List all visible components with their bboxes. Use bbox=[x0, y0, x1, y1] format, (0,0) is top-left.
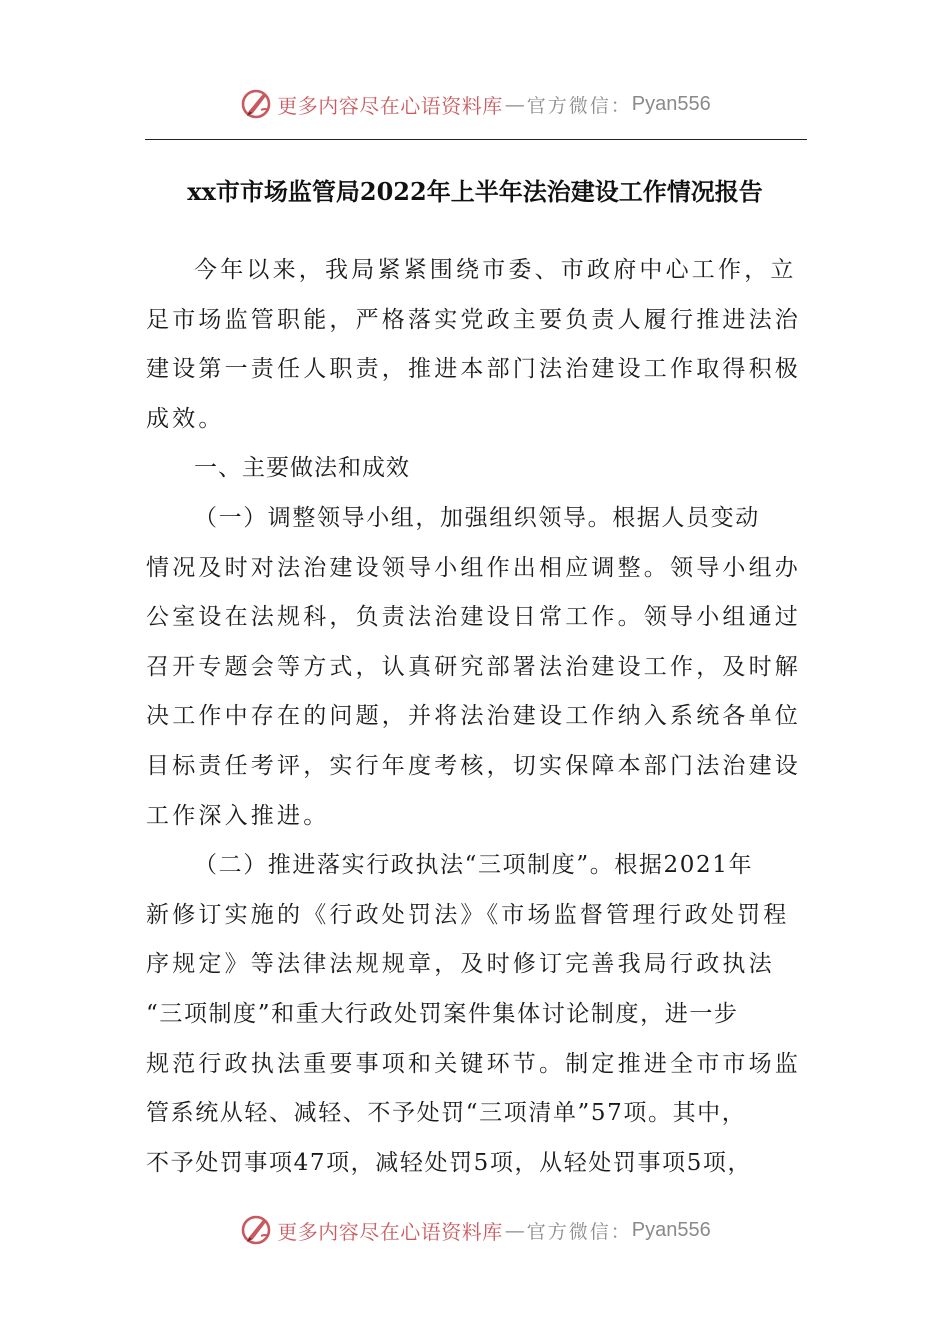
watermark-id: Pyan556 bbox=[631, 1218, 711, 1241]
watermark-id: Pyan556 bbox=[631, 92, 711, 115]
body-line: 公室设在法规科，负责法治建设日常工作。领导小组通过 bbox=[146, 604, 801, 631]
header-watermark bbox=[0, 84, 950, 124]
watermark-separator: — bbox=[504, 92, 525, 116]
body-line: 今年以来，我局紧紧围绕市委、市政府中心工作，立 bbox=[194, 257, 797, 283]
watermark-text: 更多内容尽在心语资料库 bbox=[277, 93, 503, 118]
body-line: （二）推进落实行政执法“三项制度”。根据2021年 bbox=[194, 852, 754, 879]
header-divider bbox=[145, 139, 807, 140]
body-line: （一）调整领导小组，加强组织领导。根据人员变动 bbox=[194, 504, 760, 531]
body-line: 序规定》等法律法规规章，及时修订完善我局行政执法 bbox=[146, 951, 775, 978]
body-line: 工作深入推进。 bbox=[146, 802, 330, 829]
body-line: 目标责任考评，实行年度考核，切实保障本部门法治建设 bbox=[146, 752, 801, 779]
body-line: 情况及时对法治建设领导小组作出相应调整。领导小组办 bbox=[146, 554, 801, 581]
watermark-text: 更多内容尽在心语资料库 bbox=[277, 1219, 503, 1244]
body-line: 新修订实施的《行政处罚法》《市场监督管理行政处罚程 bbox=[146, 901, 790, 928]
watermark-label: 官方微信： bbox=[526, 94, 632, 117]
body-line: 不予处罚事项47项，减轻处罚5项，从轻处罚事项5项， bbox=[146, 1149, 753, 1176]
body-line: 决工作中存在的问题，并将法治建设工作纳入系统各单位 bbox=[146, 703, 801, 730]
body-line: 管系统从轻、减轻、不予处罚“三项清单”57项。其中， bbox=[146, 1100, 747, 1127]
document-body bbox=[146, 246, 801, 1188]
body-line: 召开专题会等方式，认真研究部署法治建设工作，及时解 bbox=[146, 653, 801, 680]
document-title: xx市市场监管局2022年上半年法治建设工作情况报告 bbox=[187, 177, 763, 206]
watermark-label: 官方微信： bbox=[526, 1220, 632, 1243]
body-line: 建设第一责任人职责，推进本部门法治建设工作取得积极 bbox=[146, 356, 801, 383]
footer-watermark bbox=[0, 1210, 950, 1250]
watermark-separator: — bbox=[504, 1218, 525, 1242]
body-line: 规范行政执法重要事项和关键环节。制定推进全市市场监 bbox=[146, 1050, 801, 1077]
body-line: 成效。 bbox=[146, 405, 225, 432]
pen-logo-icon bbox=[239, 1212, 275, 1248]
section-heading: 一、主要做法和成效 bbox=[194, 455, 410, 482]
pen-logo-icon bbox=[239, 86, 275, 122]
body-line: 足市场监管职能，严格落实党政主要负责人履行推进法治 bbox=[146, 306, 801, 333]
body-line: “三项制度”和重大行政处罚案件集体讨论制度，进一步 bbox=[146, 1000, 739, 1027]
